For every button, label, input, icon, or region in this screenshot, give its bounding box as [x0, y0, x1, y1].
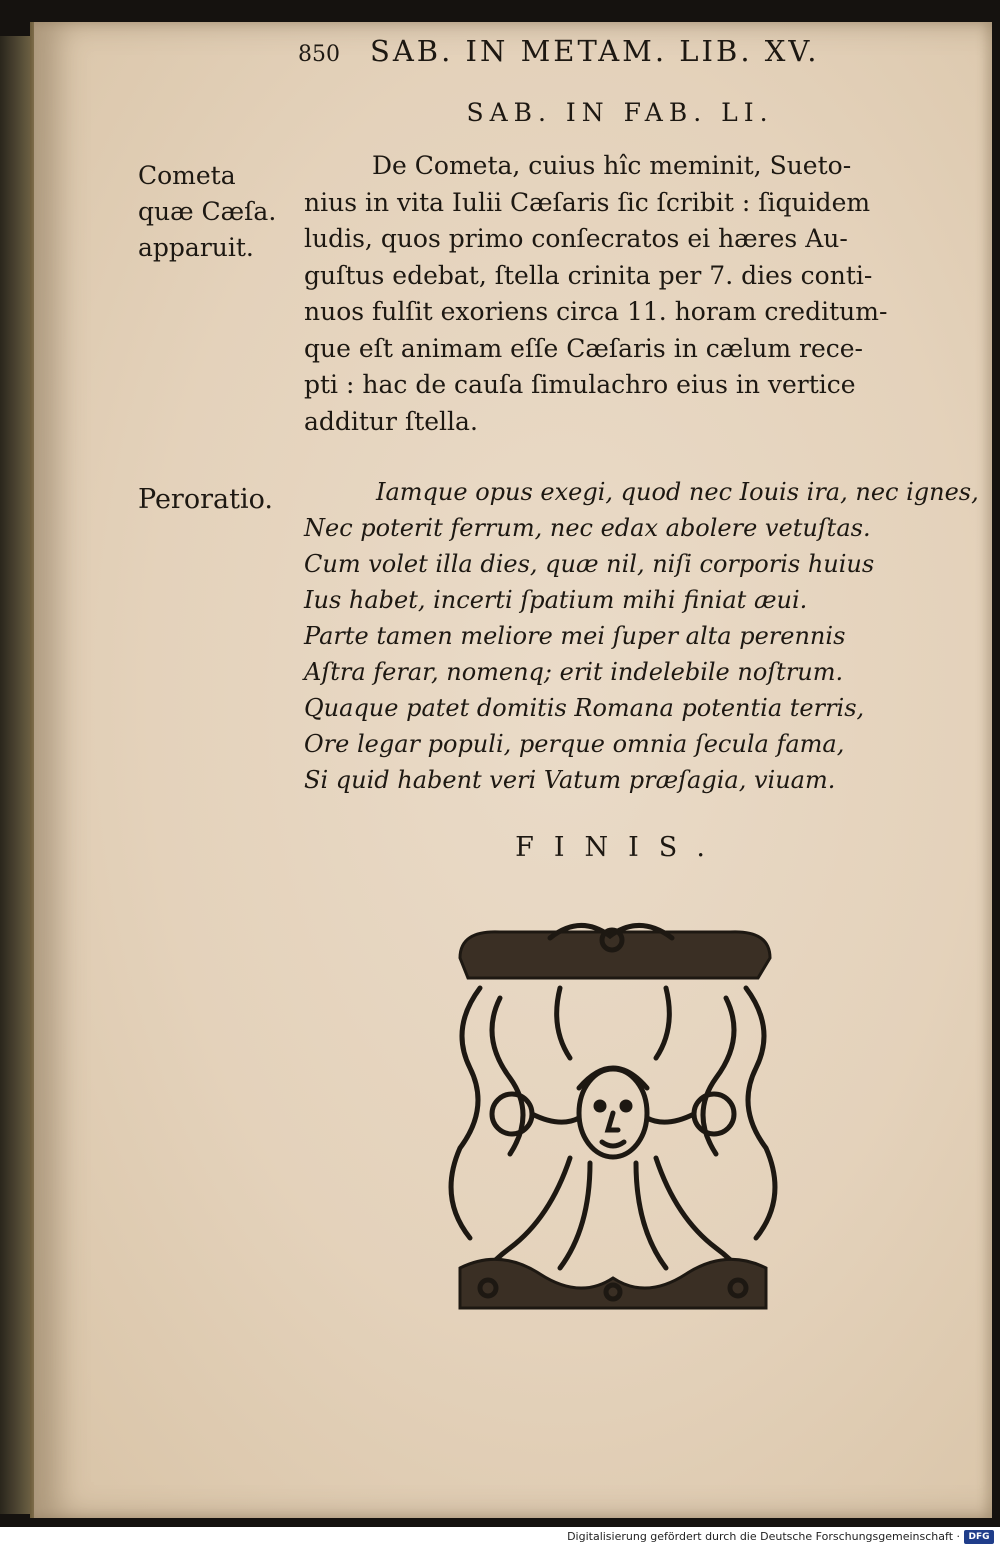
verse-line: Ius habet, incerti ſpatium mihi finiat æui.: [304, 586, 808, 614]
verse-line: Parte tamen meliore mei ſuper alta perennis: [304, 622, 846, 650]
digitization-credit: Digitalisierung gefördert durch die Deutsche Forschungsgemeinschaft ·: [567, 1530, 960, 1543]
margin-note-line: apparuit.: [138, 233, 254, 262]
verse-line: Iamque opus exegi, quod nec Iouis ira, nec ignes,: [376, 478, 979, 506]
footer-bar: [0, 1527, 1000, 1547]
verse-block: [304, 474, 979, 798]
prose-line: ludis, quos primo conſecratos ei hæres Au-: [304, 224, 848, 253]
prose-line: nuos fulſit exoriens circa 11. horam creditum-: [304, 297, 888, 326]
verse-line: Si quid habent veri Vatum præſagia, viuam.: [304, 766, 836, 794]
margin-note-line: Cometa: [138, 161, 236, 190]
margin-note-cometa: [138, 158, 276, 266]
page-number: 850: [298, 42, 340, 67]
prose-block: [304, 148, 944, 440]
verse-line: Nec poterit ferrum, nec edax abolere vetuſtas.: [304, 514, 871, 542]
verse-line: Ore legar populi, perque omnia ſecula fama,: [304, 730, 845, 758]
verse-line: Cum volet illa dies, quæ nil, niſi corporis huius: [304, 550, 875, 578]
margin-note-line: Peroratio.: [138, 484, 273, 515]
margin-note-line: quæ Cæſa.: [138, 197, 277, 226]
prose-line: nius in vita Iulii Cæſaris ſic ſcribit : ſiquidem: [304, 187, 871, 217]
prose-line: De Cometa, cuius hîc meminit, Sueto-: [372, 151, 852, 180]
prose-line: que eſt animam eſſe Cæſaris in cælum rece-: [304, 333, 863, 363]
finis-label: FINIS.: [515, 832, 725, 863]
section-heading: SAB. IN FAB. LI.: [466, 98, 774, 127]
prose-line: pti : hac de cauſa ſimulachro eius in vertice: [304, 370, 856, 399]
prose-line: guſtus edebat, ſtella crinita per 7. dies conti-: [304, 260, 873, 290]
verse-line: Quaque patet domitis Romana potentia terris,: [304, 694, 865, 722]
verse-line: Aſtra ferar, nomenq; erit indelebile noſtrum.: [304, 658, 844, 686]
running-head: [298, 34, 918, 76]
dfg-logo: DFG: [964, 1530, 994, 1544]
running-title: SAB. IN METAM. LIB. XV.: [370, 34, 820, 68]
prose-line: additur ſtella.: [304, 406, 478, 436]
margin-note-peroratio: [138, 482, 273, 518]
woodcut-ornament: [440, 918, 786, 1314]
